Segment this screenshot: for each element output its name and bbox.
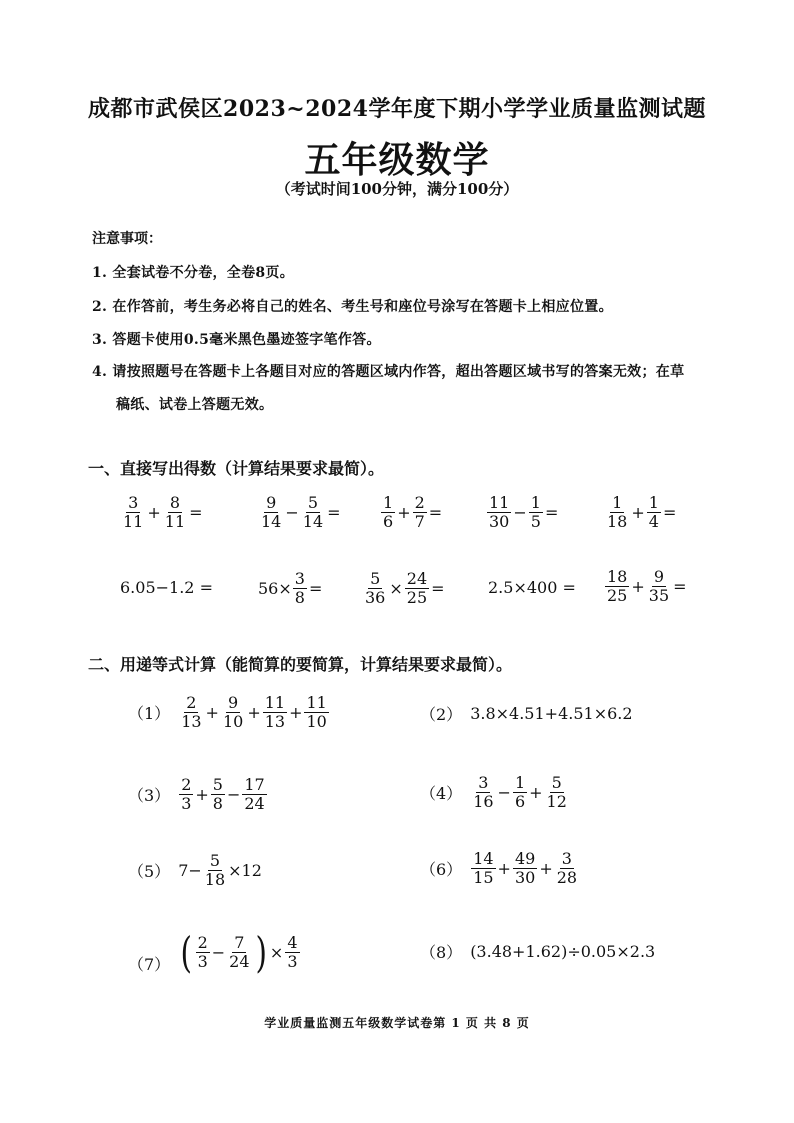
fraction: $\frac{3}{16}$ xyxy=(473,773,494,812)
notice-item: 1. 全套试卷不分卷，全卷8页。 xyxy=(92,265,295,281)
fraction: $\frac{2}{7}$ xyxy=(414,493,425,532)
calc-problem-5: （5） 7− $\frac{5}{18}$ ×12 xyxy=(128,851,262,890)
fraction: $\frac{5}{12}$ xyxy=(546,773,567,812)
calc-problem-8: （8） (3.48+1.62)÷0.05×2.3 xyxy=(420,942,656,962)
section2-title: 二、用递等式计算（能简算的要简算，计算结果要求最简）。 xyxy=(88,655,513,674)
oral-question-8: $\frac{5}{36}$ × $\frac{24}{25}$ = xyxy=(365,569,445,608)
fraction: $\frac{3}{8}$ xyxy=(294,569,305,608)
oral-question-6: 6.05−1.2 = xyxy=(120,578,213,597)
exam-title: 成都市武侯区2023~2024学年度下期小学学业质量监测试题 xyxy=(88,96,706,122)
fraction: $\frac{9}{14}$ xyxy=(261,493,282,532)
fraction: $\frac{5}{36}$ xyxy=(365,569,386,608)
fraction: $\frac{1}{6}$ xyxy=(383,493,394,532)
fraction: $\frac{1}{18}$ xyxy=(607,493,628,532)
fraction: $\frac{9}{35}$ xyxy=(648,567,670,606)
fraction: $\frac{11}{30}$ xyxy=(489,493,510,532)
fraction: $\frac{1}{4}$ xyxy=(648,493,659,532)
fraction: $\frac{18}{25}$ xyxy=(607,567,628,606)
calc-problem-7: （7） ( $\frac{2}{3}$ − $\frac{7}{24}$ ) × $\frac{4}{3}$ xyxy=(128,927,298,977)
fraction: $\frac{2}{13}$ xyxy=(181,693,202,732)
notice-item: 2. 在作答前，考生务必将自己的姓名、考生号和座位号涂写在答题卡上相应位置。 xyxy=(92,299,613,315)
fraction: $\frac{7}{24}$ xyxy=(229,932,250,971)
exam-info: （考试时间100分钟，满分100分） xyxy=(275,180,519,198)
calc-problem-2: （2） 3.8×4.51+4.51×6.2 xyxy=(420,704,633,724)
calc-problem-6: （6） $\frac{14}{15}$ + $\frac{49}{30}$ + $\frac{3}{28}$ xyxy=(420,849,578,888)
oral-question-2: $\frac{9}{14}$ − $\frac{5}{14}$ = xyxy=(261,493,341,532)
fraction: $\frac{14}{15}$ xyxy=(473,849,494,888)
fraction: $\frac{1}{6}$ xyxy=(514,773,526,812)
fraction: $\frac{49}{30}$ xyxy=(514,849,536,888)
notice-item: 稿纸、试卷上答题无效。 xyxy=(116,397,274,413)
notice-item: 4. 请按照题号在答题卡上各题目对应的答题区域内作答，超出答题区域书写的答案无效；在草 xyxy=(92,364,685,380)
fraction: $\frac{11}{13}$ xyxy=(264,693,286,732)
oral-question-1: $\frac{3}{11}$ + $\frac{8}{11}$ = xyxy=(123,493,203,532)
fraction: $\frac{2}{3}$ xyxy=(197,932,208,971)
calc-problem-1: （1） $\frac{2}{13}$ + $\frac{9}{10}$ + $\frac{11}{13}$ + $\frac{11}{10}$ xyxy=(128,693,327,732)
fraction: $\frac{17}{24}$ xyxy=(244,775,265,814)
fraction: $\frac{11}{10}$ xyxy=(306,693,327,732)
oral-question-10: $\frac{18}{25}$ + $\frac{9}{35}$ = xyxy=(607,567,687,606)
fraction: $\frac{1}{5}$ xyxy=(530,493,541,532)
page-footer: 学业质量监测五年级数学试卷第 1 页 共 8 页 xyxy=(264,1016,530,1030)
calc-problem-3: （3） $\frac{2}{3}$ + $\frac{5}{8}$ − $\frac{17}{24}$ xyxy=(128,775,265,814)
fraction: $\frac{3}{28}$ xyxy=(556,849,578,888)
fraction: $\frac{4}{3}$ xyxy=(287,932,298,971)
notice-item: 3. 答题卡使用0.5毫米黑色墨迹签字笔作答。 xyxy=(92,332,381,348)
fraction: $\frac{2}{3}$ xyxy=(181,775,192,814)
fraction: $\frac{5}{18}$ xyxy=(204,851,226,890)
fraction: $\frac{5}{8}$ xyxy=(212,775,223,814)
notice-heading: 注意事项： xyxy=(92,231,162,247)
oral-question-9: 2.5×400 = xyxy=(488,578,576,597)
fraction: $\frac{24}{25}$ xyxy=(406,569,428,608)
oral-question-7: 56× $\frac{3}{8}$ = xyxy=(258,569,323,608)
fraction: $\frac{9}{10}$ xyxy=(222,693,244,732)
oral-question-3: $\frac{1}{6}$ + $\frac{2}{7}$ = xyxy=(383,493,443,532)
subject-title: 五年级数学 xyxy=(304,139,490,181)
section1-title: 一、直接写出得数（计算结果要求最简）。 xyxy=(88,459,385,478)
fraction: $\frac{3}{11}$ xyxy=(123,493,144,532)
oral-question-4: $\frac{11}{30}$ − $\frac{1}{5}$ = xyxy=(489,493,559,532)
oral-question-5: $\frac{1}{18}$ + $\frac{1}{4}$ = xyxy=(607,493,677,532)
fraction: $\frac{5}{14}$ xyxy=(302,493,324,532)
fraction: $\frac{8}{11}$ xyxy=(164,493,186,532)
calc-problem-4: （4） $\frac{3}{16}$ − $\frac{1}{6}$ + $\frac{5}{12}$ xyxy=(420,773,567,812)
